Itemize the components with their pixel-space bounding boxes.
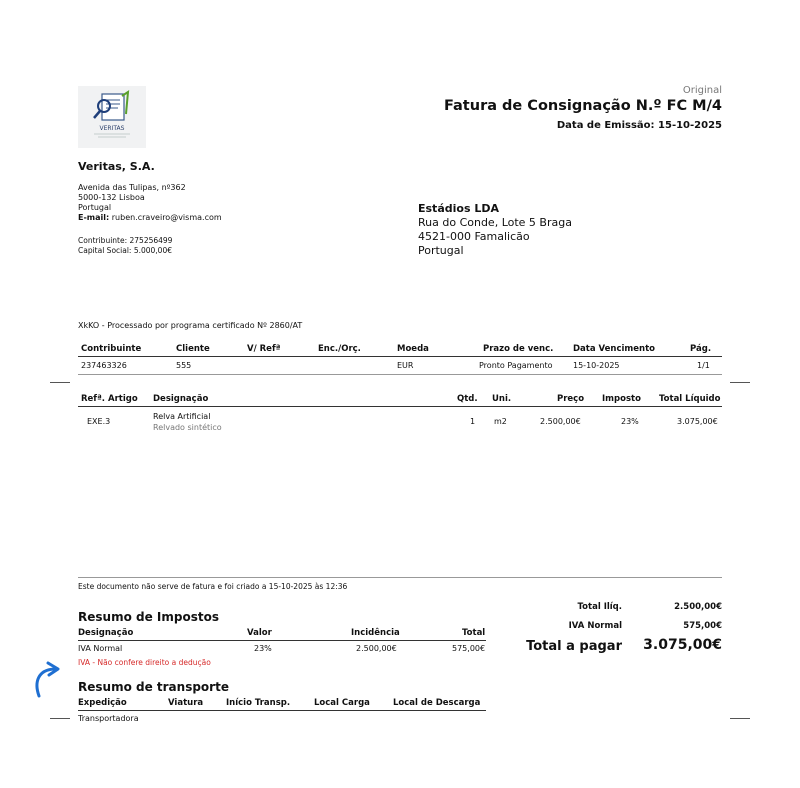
transport-value-expedicao: Transportadora (78, 714, 139, 723)
total-vat-value: 575,00€ (683, 621, 722, 631)
doc-value-contribuinte: 237463326 (81, 361, 127, 370)
tax-header-total: Total (462, 628, 486, 638)
tax-row-designation: IVA Normal (78, 644, 123, 653)
tax-summary-title: Resumo de Impostos (78, 610, 219, 624)
issuer-taxpayer: Contribuinte: 275256499 (78, 236, 173, 245)
issuer-name: Veritas, S.A. (78, 160, 155, 173)
issuer-email-label: E-mail: (78, 213, 110, 222)
items-header-uni: Uni. (492, 394, 512, 404)
company-logo (78, 86, 146, 148)
doc-info-bottom-rule (78, 374, 722, 375)
doc-header-prazo: Prazo de venc. (483, 344, 554, 354)
doc-info-rule (78, 356, 722, 357)
doc-value-vencimento: 15-10-2025 (573, 361, 620, 370)
total-pay-label: Total a pagar (526, 639, 622, 654)
fold-mark-right (730, 382, 750, 383)
tax-header-designacao: Designação (78, 628, 134, 638)
issuer-address (78, 183, 222, 223)
transport-header-carga: Local Carga (314, 698, 370, 708)
curved-arrow-icon (32, 660, 62, 700)
tax-header-valor: Valor (247, 628, 272, 638)
doc-value-moeda: EUR (397, 361, 414, 370)
fold-mark-left-bottom (50, 718, 70, 719)
doc-header-enc: Enc./Orç. (318, 344, 361, 354)
doc-header-moeda: Moeda (397, 344, 429, 354)
tax-row-value: 23% (254, 644, 272, 653)
invoice-title: Fatura de Consignação N.º FC M/4 (443, 98, 722, 114)
item-qty: 1 (470, 417, 476, 426)
items-header-ref: Refª. Artigo (81, 394, 138, 404)
footer-note: Este documento não serve de fatura e foi criado a 15-10-2025 às 12:36 (78, 582, 348, 591)
tax-note: IVA - Não confere direito a dedução (78, 658, 211, 667)
customer-name: Estádios LDA (418, 202, 499, 215)
doc-header-contribuinte: Contribuinte (81, 344, 142, 354)
total-vat-label: IVA Normal (568, 621, 622, 631)
certification-note: XkKO - Processado por programa certificado Nº 2860/AT (78, 321, 303, 330)
transport-header-viatura: Viatura (168, 698, 204, 708)
items-header-imposto: Imposto (602, 394, 641, 404)
fold-mark-left (50, 382, 70, 383)
item-designation: Relva Artificial (153, 412, 211, 421)
transport-header-expedicao: Expedição (78, 698, 127, 708)
issue-date-value: 15-10-2025 (658, 120, 722, 131)
items-header-preco: Preço (557, 394, 585, 404)
issuer-country: Portugal (78, 203, 112, 212)
doc-header-pag: Pág. (690, 344, 712, 354)
item-ref: EXE.3 (87, 417, 111, 426)
items-header-designacao: Designação (153, 394, 209, 404)
total-pay-value: 3.075,00€ (643, 637, 722, 653)
item-total: 3.075,00€ (677, 417, 718, 426)
doc-value-cliente: 555 (176, 361, 192, 370)
issuer-address-line2: 5000-132 Lisboa (78, 193, 145, 202)
customer-country: Portugal (418, 244, 464, 257)
transport-header-descarga: Local de Descarga (393, 698, 481, 708)
doc-header-cliente: Cliente (176, 344, 210, 354)
fold-mark-right-bottom (730, 718, 750, 719)
tax-row-incidence: 2.500,00€ (356, 644, 397, 653)
customer-block (418, 202, 572, 258)
items-header-qtd: Qtd. (457, 394, 478, 404)
svg-text:VERITAS: VERITAS (99, 125, 125, 132)
footer-rule (78, 577, 722, 578)
tax-header-rule (78, 640, 486, 641)
doc-value-pag: 1/1 (697, 361, 710, 370)
veritas-logo-icon (78, 86, 146, 148)
issue-date-label: Data de Emissão: (556, 120, 655, 131)
items-header-rule (78, 406, 722, 407)
item-unit: m2 (494, 417, 507, 426)
issue-date-line (557, 120, 722, 131)
issuer-email-line (78, 213, 222, 223)
transport-header-inicio: Início Transp. (226, 698, 291, 708)
doc-header-vencimento: Data Vencimento (573, 344, 656, 354)
item-tax: 23% (621, 417, 639, 426)
customer-address-line2: 4521-000 Famalicão (418, 230, 530, 243)
tax-header-incidencia: Incidência (351, 628, 400, 638)
transport-title: Resumo de transporte (78, 680, 229, 694)
copy-label: Original (682, 85, 722, 96)
item-description: Relvado sintético (153, 423, 222, 432)
doc-header-vref: V/ Refª (247, 344, 281, 354)
issuer-capital: Capital Social: 5.000,00€ (78, 246, 172, 255)
total-net-value: 2.500,00€ (674, 602, 722, 612)
customer-address-line1: Rua do Conde, Lote 5 Braga (418, 216, 572, 229)
items-header-total: Total Líquido (659, 394, 721, 404)
tax-row-total: 575,00€ (452, 644, 486, 653)
issuer-fiscal (78, 236, 172, 256)
doc-value-prazo: Pronto Pagamento (479, 361, 553, 370)
issuer-email[interactable]: ruben.craveiro@visma.com (111, 213, 222, 222)
item-price: 2.500,00€ (540, 417, 581, 426)
transport-header-rule (78, 710, 486, 711)
total-net-label: Total Ilíq. (577, 602, 622, 612)
issuer-address-line1: Avenida das Tulipas, nº362 (78, 183, 186, 192)
